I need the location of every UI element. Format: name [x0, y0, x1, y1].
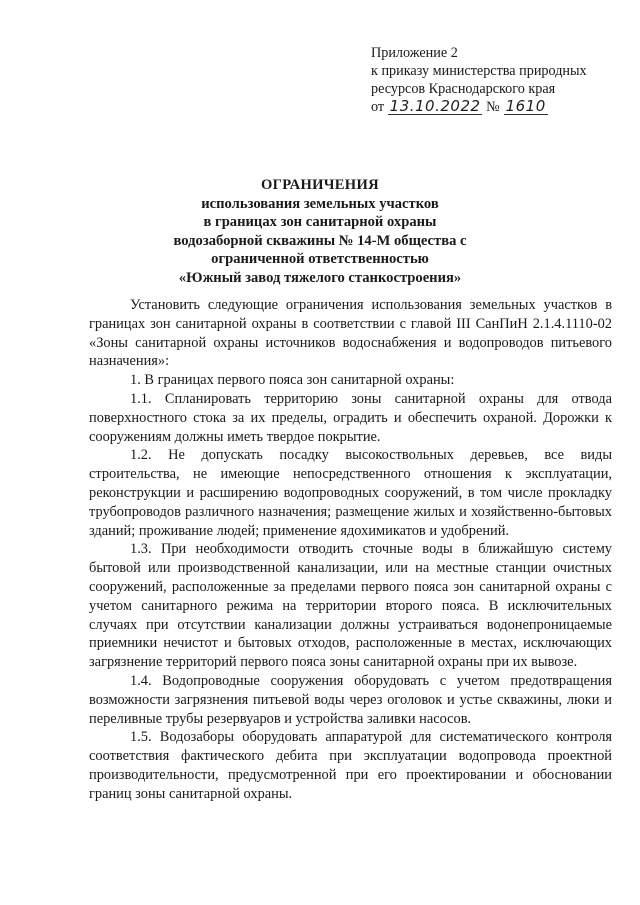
title-line-2: в границах зон санитарной охраны	[203, 214, 437, 230]
title-line-1: использования земельных участков	[201, 195, 439, 212]
intro-paragraph: Установить следующие ограничения использования земельных участков в границах зон санитарной охраны в соответствии с главой III СанПиН 2.1.4.1110-02 «Зоны санитарной охраны источников водоснабжения и водопроводов питьевого назначения»:	[89, 297, 612, 370]
title-line-3: водозаборной скважины № 14-М общества с	[173, 232, 467, 249]
section-1-heading: 1. В границах первого пояса зон санитарной охраны:	[130, 372, 455, 389]
document-body	[89, 296, 612, 804]
handwritten-number: 1610	[505, 97, 546, 115]
title-line-5: «Южный завод тяжелого станкостроения»	[178, 269, 462, 286]
item-1-1: 1.1. Спланировать территорию зоны санитарной охраны для отвода поверхностного стока за их пределы, оградить и обеспечить охраной. Дорожки к сооружениям должны иметь твердое покрытие.	[89, 390, 612, 445]
title-heading: ОГРАНИЧЕНИЯ	[261, 177, 379, 193]
appendix-header	[371, 44, 587, 116]
appendix-date-line	[371, 98, 587, 116]
appendix-number: Приложение 2	[371, 45, 458, 61]
handwritten-date: 13.10.2022	[389, 97, 481, 115]
item-1-2: 1.2. Не допускать посадку высокоствольных деревьев, все виды строительства, не имеющие непосредственного отношения к эксплуатации, реконструкции и расширению водопроводных сооружений, в том числе прокладку трубопроводов различного назначения; размещение жилых и хозяйственно-бытовых зданий; проживание людей; применение ядохимикатов и удобрений.	[89, 447, 612, 539]
title-line-4: ограниченной ответственностью	[211, 251, 429, 267]
number-prefix: №	[486, 99, 500, 115]
item-1-3: 1.3. При необходимости отводить сточные воды в ближайшую систему бытовой или производственной канализации, или на местные станции очистных сооружений, расположенные за пределами первого пояса зон санитарной охраны с учетом санитарного режима на территории второго пояса. В исключительных случаях при отсутствии канализации должны устраиваться водонепроницаемые приемники нечистот и бытовых отходов, расположенные в местах, исключающих загрязнение территорий первого пояса зоны санитарной охраны при их вывозе.	[89, 541, 612, 671]
item-1-4: 1.4. Водопроводные сооружения оборудовать с учетом предотвращения возможности загрязнения питьевой воды через оголовок и устье скважины, люки и переливные трубы резервуаров и устройства заливки насосов.	[89, 672, 612, 727]
date-prefix: от	[371, 99, 385, 115]
item-1-5: 1.5. Водозаборы оборудовать аппаратурой для систематического контроля соответствия фактического дебита при эксплуатации водопровода проектной производительности, предусмотренной при его проектировании и обосновании границ зоны санитарной охраны.	[89, 729, 612, 802]
appendix-order-ref: к приказу министерства природных	[371, 63, 587, 79]
document-title	[0, 176, 640, 287]
appendix-ministry: ресурсов Краснодарского края	[371, 81, 556, 97]
